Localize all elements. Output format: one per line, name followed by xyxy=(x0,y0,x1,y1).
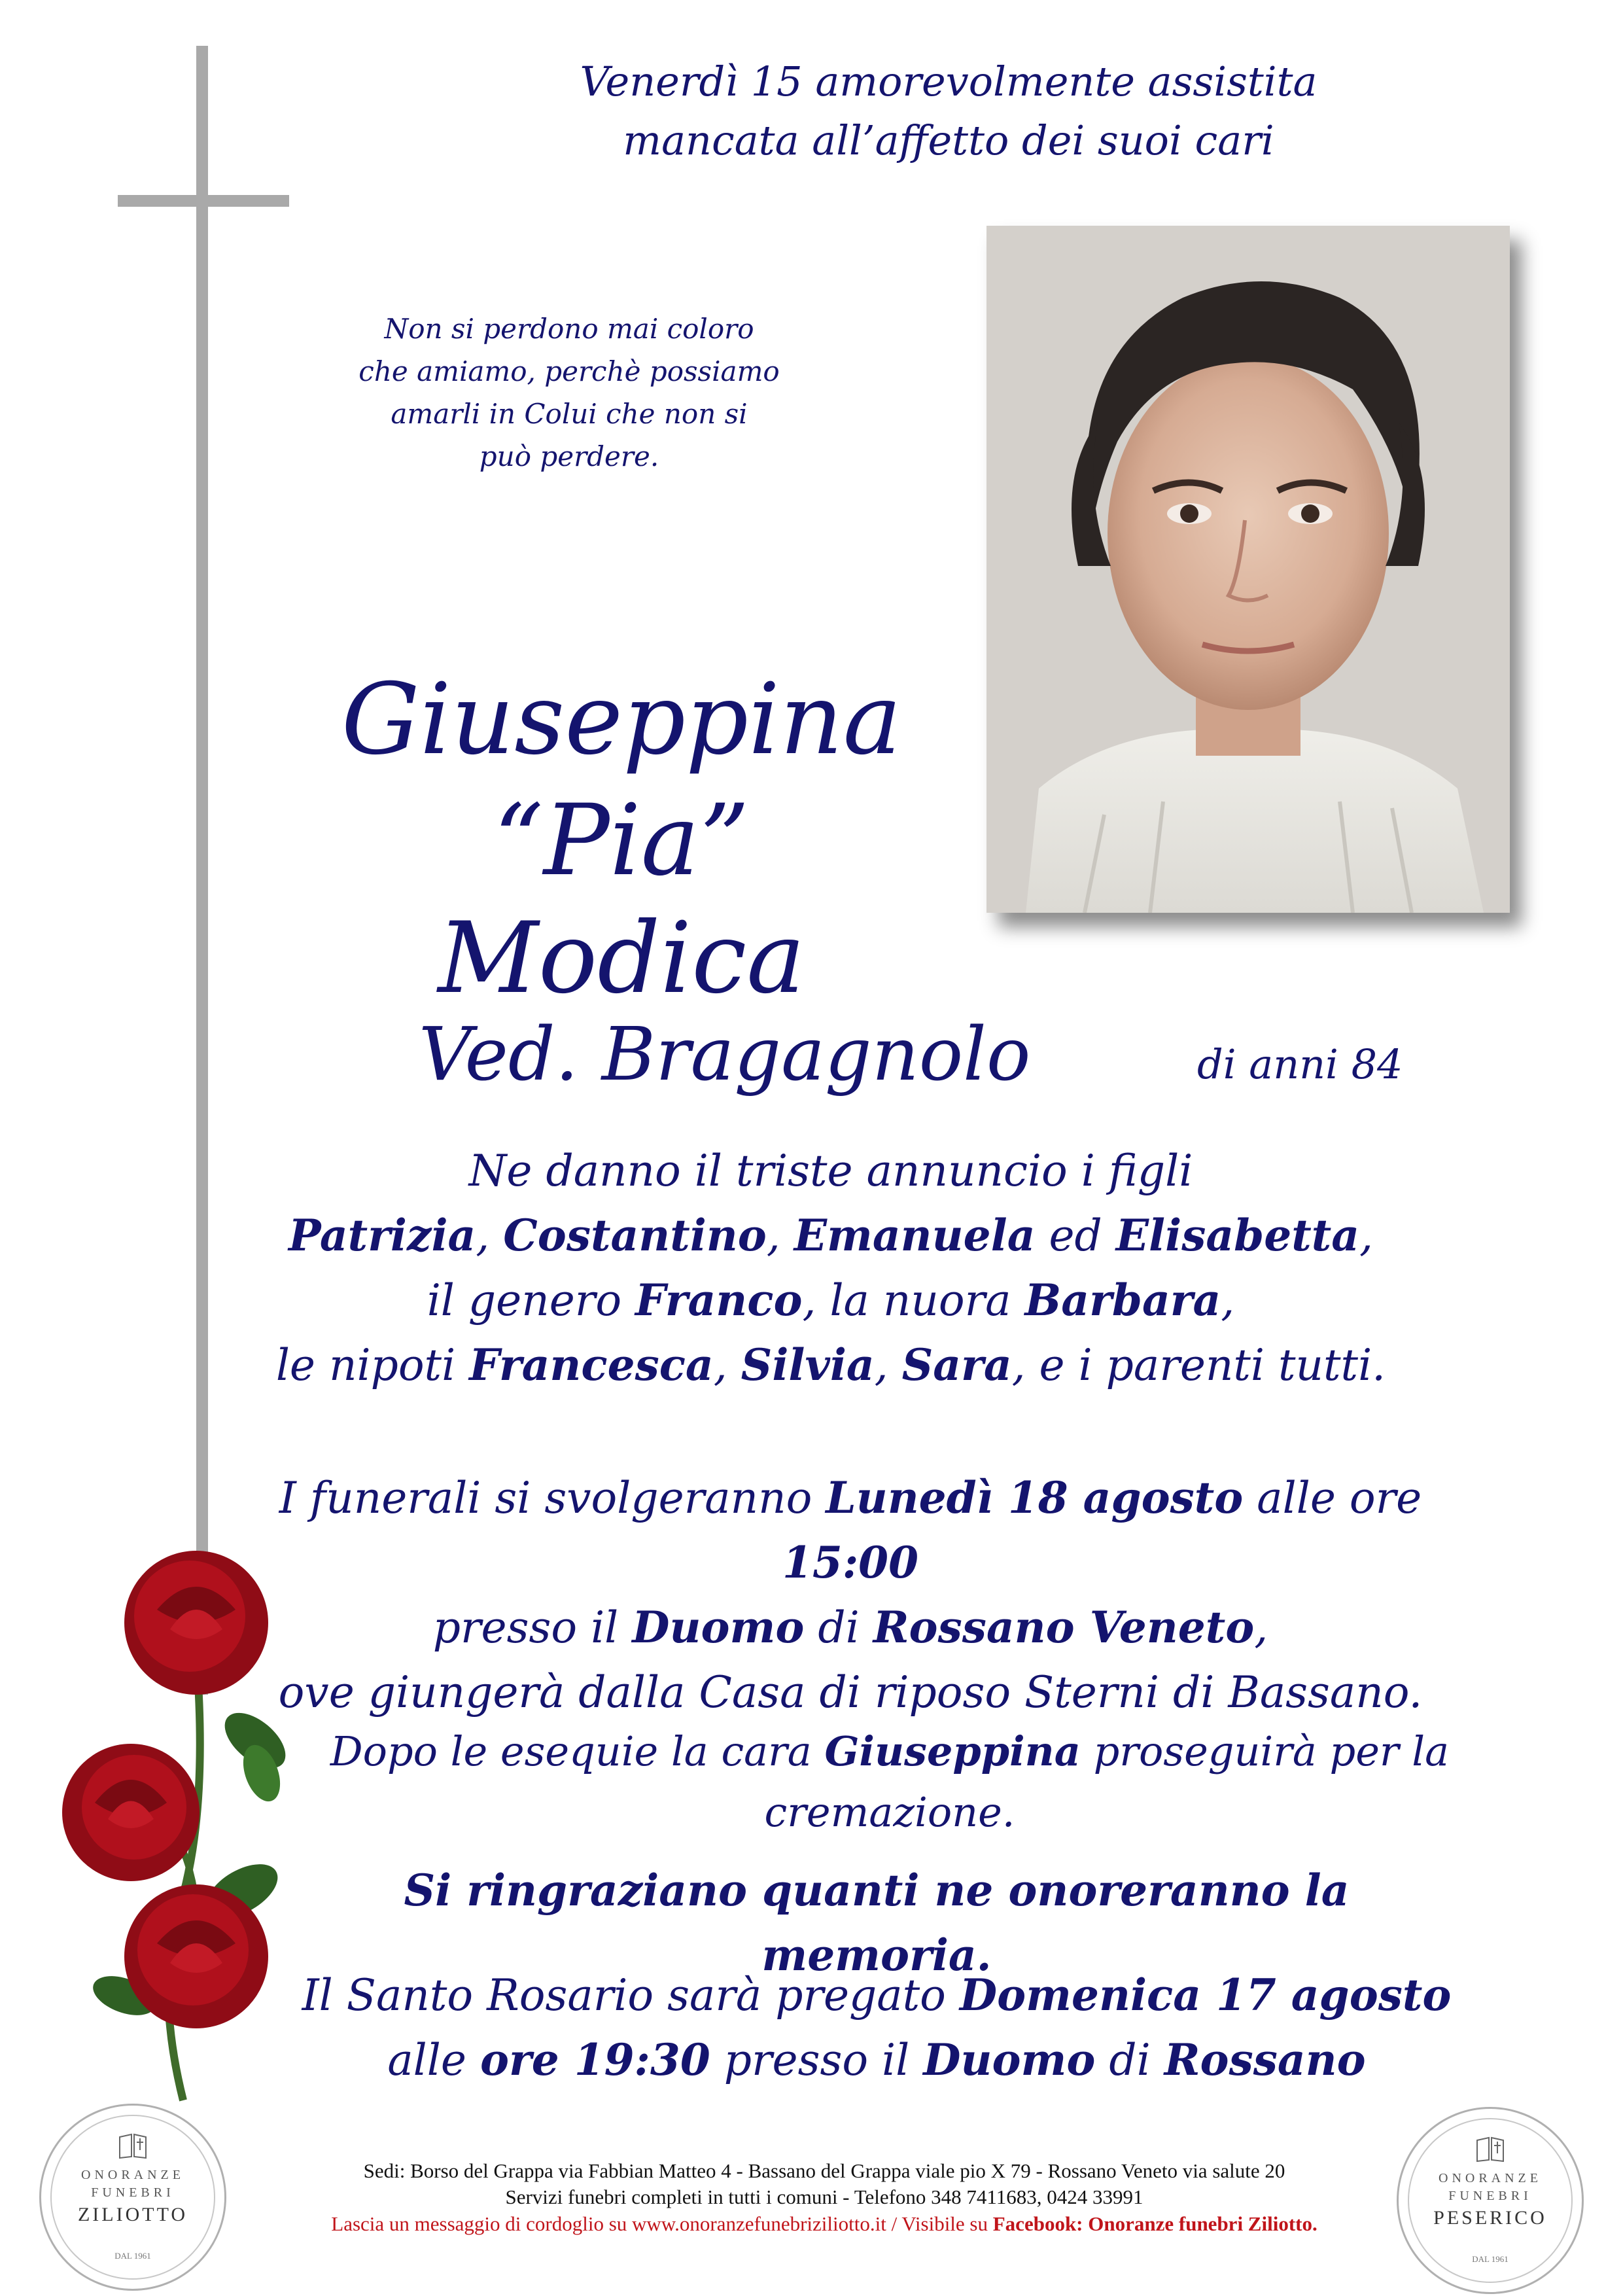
footer-info xyxy=(236,2158,1413,2237)
seal-year-text: DAL 1961 xyxy=(114,2251,151,2261)
rosary-town: Rossano xyxy=(1164,2034,1366,2085)
portrait-photo xyxy=(986,226,1510,913)
rosary-place: Duomo xyxy=(923,2034,1096,2085)
cremation-note: Dopo le esequie la cara Giuseppina proseguirà per la cremazione. xyxy=(330,1727,1450,1836)
daughter-in-law-name: Barbara xyxy=(1024,1275,1221,1326)
funeral-place: Duomo xyxy=(632,1602,805,1653)
thanks-note: Si ringraziano quanti ne onoreranno la memoria. xyxy=(404,1865,1350,1981)
child-name: Elisabetta xyxy=(1115,1210,1359,1261)
funeral-town: Rossano Veneto xyxy=(873,1602,1255,1653)
quote-line-1: Non si perdono mai coloro xyxy=(384,313,754,345)
quote-line-4: può perdere. xyxy=(479,440,659,473)
quote-line-2: che amiamo, perchè possiamo xyxy=(358,355,780,388)
family-line-3: il genero Franco, la nuora Barbara, xyxy=(427,1275,1235,1326)
child-name: Costantino xyxy=(503,1210,767,1261)
grandchild-name: Francesca xyxy=(469,1339,714,1390)
memorial-quote xyxy=(340,308,798,478)
roses-decoration xyxy=(46,1525,321,2113)
funeral-info xyxy=(236,1466,1465,1725)
rosary-date: Domenica 17 agosto xyxy=(959,1969,1452,2021)
seal-name-text: ZILIOTTO xyxy=(77,2204,188,2225)
family-line-1: Ne danno il triste annuncio i figli xyxy=(468,1146,1193,1196)
funeral-line-1: I funerali si svolgeranno Lunedì 18 agosto alle ore 15:00 xyxy=(279,1472,1422,1588)
footer-servizi: Servizi funebri completi in tutti i comuni - Telefono 348 7411683, 0424 33991 xyxy=(505,2185,1143,2209)
facebook-link[interactable]: Facebook: Onoranze funebri Ziliotto. xyxy=(992,2212,1318,2235)
deceased-first-name: Giuseppina xyxy=(341,663,902,777)
seal-mid-text: FUNEBRI xyxy=(1448,2189,1532,2203)
intro-text xyxy=(458,52,1439,170)
footer-message: Lascia un messaggio di cordoglio su www.onoranzefunebriziliotto.it / Visibile su Facebook: Onoranze funebri Ziliotto. xyxy=(331,2212,1318,2235)
portrait-illustration xyxy=(986,226,1510,913)
quote-line-3: amarli in Colui che non si xyxy=(391,398,748,431)
seal-year-text: DAL 1961 xyxy=(1472,2254,1509,2264)
rosary-info xyxy=(288,1963,1465,2093)
footer-sedi: Sedi: Borso del Grappa via Fabbian Matteo 4 - Bassano del Grappa viale pio X 79 - Rossano Veneto via salute 20 xyxy=(363,2159,1285,2182)
rose-icon xyxy=(46,1525,321,2113)
seal-top-text: ONORANZE xyxy=(81,2168,184,2182)
grandchild-name: Sara xyxy=(901,1339,1012,1390)
seal-top-text: ONORANZE xyxy=(1439,2171,1542,2185)
cross-horizontal-bar xyxy=(118,195,289,207)
deceased-name-mention: Giuseppina xyxy=(824,1727,1081,1775)
child-name: Emanuela xyxy=(794,1210,1036,1261)
rosary-time: ore 19:30 xyxy=(480,2034,710,2085)
rosary-line-1: Il Santo Rosario sarà pregato Domenica 17 agosto xyxy=(302,1969,1452,2021)
age: di anni 84 xyxy=(1197,1040,1403,1088)
family-line-4: le nipoti Francesca, Silvia, Sara, e i parenti tutti. xyxy=(275,1339,1386,1390)
seal-mid-text: FUNEBRI xyxy=(91,2185,175,2200)
widow-of: Ved. Bragagnolo xyxy=(419,1012,1031,1097)
grandchild-name: Silvia xyxy=(741,1339,875,1390)
rosary-line-2: alle ore 19:30 presso il Duomo di Rossano xyxy=(387,2034,1366,2085)
ziliotto-logo-seal xyxy=(39,2104,226,2291)
peserico-logo-seal xyxy=(1397,2107,1584,2294)
seal-name-text: PESERICO xyxy=(1433,2207,1547,2229)
cross-vertical-bar xyxy=(196,46,208,1695)
funeral-date: Lunedì 18 agosto xyxy=(826,1472,1244,1523)
son-in-law-name: Franco xyxy=(635,1275,803,1326)
funeral-time: 15:00 xyxy=(782,1537,919,1588)
book-cross-icon xyxy=(1476,2136,1505,2163)
funeral-line-3: ove giungerà dalla Casa di riposo Sterni di Bassano. xyxy=(278,1667,1423,1718)
deceased-nickname-surname: “Pia” Modica xyxy=(438,784,805,1016)
funeral-line-2: presso il Duomo di Rossano Veneto, xyxy=(432,1602,1268,1653)
child-name: Patrizia xyxy=(288,1210,476,1261)
family-announcement xyxy=(249,1139,1413,1398)
book-cross-icon xyxy=(118,2133,147,2159)
intro-line-2: mancata all’affetto dei suoi cari xyxy=(623,116,1274,164)
family-line-2: Patrizia, Costantino, Emanuela ed Elisabetta, xyxy=(288,1210,1373,1261)
intro-line-1: Venerdì 15 amorevolmente assistita xyxy=(580,58,1318,105)
